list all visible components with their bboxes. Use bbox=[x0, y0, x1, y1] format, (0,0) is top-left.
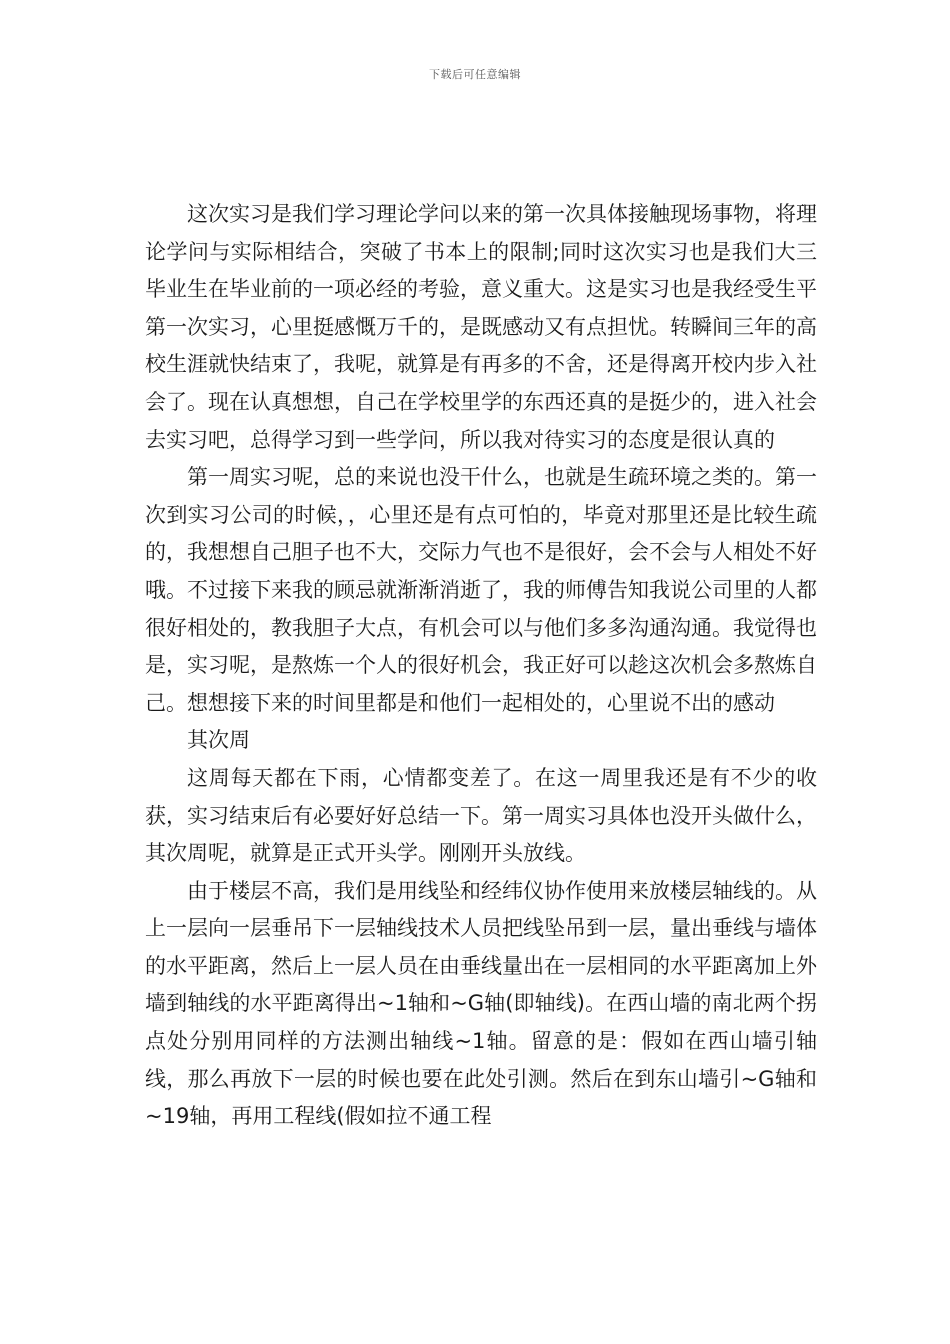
page-header: 下载后可任意编辑 bbox=[429, 68, 521, 81]
paragraph-axis-layout: 由于楼层不高，我们是用线坠和经纬仪协作使用来放楼层轴线的。从上一层向一层垂吊下一层轴线技术人员把线坠吊到一层，量出垂线与墙体的水平距离，然后上一层人员在由垂线量出在一层相同的水平距离加上外墙到轴线的水平距离得出~1轴和~G轴(即轴线)。在西山墙的南北两个拐点处分别用同样的方法测出轴线~1轴。留意的是：假如在西山墙引轴线，那么再放下一层的时候也要在此处引测。然后在到东山墙引~G轴和~19轴，再用工程线(假如拉不通工程 bbox=[145, 878, 817, 1129]
paragraph-internship-intro: 这次实习是我们学习理论学问以来的第一次具体接触现场事物，将理论学问与实际相结合，突破了书本上的限制;同时这次实习也是我们大三毕业生在毕业前的一项必经的考验，意义重大。这是实习也是我经受生平第一次实习，心里挺感慨万千的，是既感动又有点担忧。转瞬间三年的高校生涯就快结束了，我呢，就算是有再多的不舍，还是得离开校内步入社会了。现在认真想想，自己在学校里学的东西还真的是挺少的，进入社会去实习吧，总得学习到一些学问，所以我对待实习的态度是很认真的 bbox=[145, 202, 817, 452]
paragraph-second-week-heading: 其次周 bbox=[187, 728, 250, 753]
document-body bbox=[145, 196, 817, 1136]
paragraph-first-week: 第一周实习呢，总的来说也没干什么，也就是生疏环境之类的。第一次到实习公司的时候，，心里还是有点可怕的，毕竟对那里还是比较生疏的，我想想自己胆子也不大，交际力气也不是很好，会不会与人相处不好哦。不过接下来我的顾忌就渐渐消逝了，我的师傅告知我说公司里的人都很好相处的，教我胆子大点，有机会可以与他们多多沟通沟通。我觉得也是，实习呢，是熬炼一个人的很好机会，我正好可以趁这次机会多熬炼自己。想想接下来的时间里都是和他们一起相处的，心里说不出的感动 bbox=[145, 465, 817, 715]
paragraph-second-week: 这周每天都在下雨，心情都变差了。在这一周里我还是有不少的收获，实习结束后有必要好好总结一下。第一周实习具体也没开头做什么，其次周呢，就算是正式开头学。刚刚开头放线。 bbox=[145, 765, 817, 866]
